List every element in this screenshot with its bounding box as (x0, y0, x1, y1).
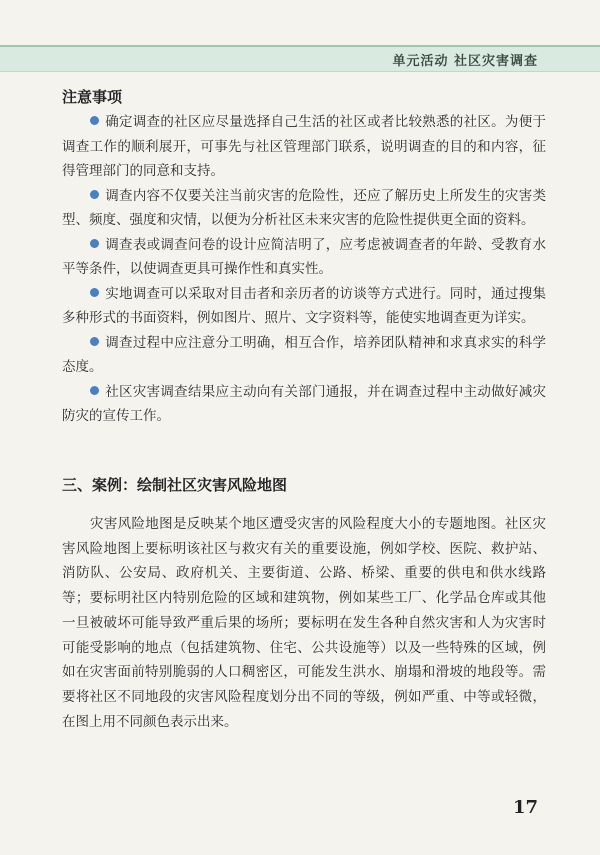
note-item: 调查过程中应注意分工明确，相互合作，培养团队精神和求真求实的科学态度。 (62, 334, 546, 375)
bullet-icon (90, 190, 99, 199)
running-header (0, 45, 600, 72)
notes-list (62, 110, 546, 429)
bullet-icon (90, 239, 99, 248)
notes-heading: 注意事项 (62, 88, 123, 106)
note-item: 实地调查可以采取对目击者和亲历者的访谈等方式进行。同时，通过搜集多种形式的书面资料，例如图片、照片、文字资料等，能使实地调查更为详实。 (62, 285, 546, 326)
bullet-icon (90, 337, 99, 346)
bullet-icon (90, 386, 99, 395)
bullet-icon (90, 116, 99, 125)
case-heading: 三、案例：绘制社区灾害风险地图 (62, 476, 288, 494)
bullet-icon (90, 288, 99, 297)
page-number: 17 (512, 797, 538, 818)
note-item: 社区灾害调查结果应主动向有关部门通报，并在调查过程中主动做好减灾防灾的宣传工作。 (62, 383, 546, 424)
case-paragraph: 灾害风险地图是反映某个地区遭受灾害的风险程度大小的专题地图。社区灾害风险地图上要标明该社区与救灾有关的重要设施，例如学校、医院、救护站、消防队、公安局、政府机关、主要街道、公路、桥梁、重要的供电和供水线路等；要标明社区内特别危险的区域和建筑物，例如某些工厂、化学品仓库或其他一旦被破坏可能导致严重后果的场所；要标明在发生各种自然灾害和人为灾害时可能受影响的地点（包括建筑物、住宅、公共设施等）以及一些特殊的区域，例如在灾害面前特别脆弱的人口稠密区，可能发生洪水、崩塌和滑坡的地段等。需要将社区不同地段的灾害风险程度划分出不同的等级，例如严重、中等或轻微，在图上用不同颜色表示出来。 (62, 516, 546, 730)
note-item: 调查表或调查问卷的设计应简洁明了，应考虑被调查者的年龄、受教育水平等条件，以使调查更具可操作性和真实性。 (62, 236, 546, 277)
note-item: 调查内容不仅要关注当前灾害的危险性，还应了解历史上所发生的灾害类型、频度、强度和灾情，以便为分析社区未来灾害的危险性提供更全面的资料。 (62, 187, 546, 228)
note-item: 确定调查的社区应尽量选择自己生活的社区或者比较熟悉的社区。为便于调查工作的顺利展开，可事先与社区管理部门联系，说明调查的目的和内容，征得管理部门的同意和支持。 (62, 114, 546, 179)
running-header-title: 单元活动 社区灾害调查 (392, 54, 538, 69)
